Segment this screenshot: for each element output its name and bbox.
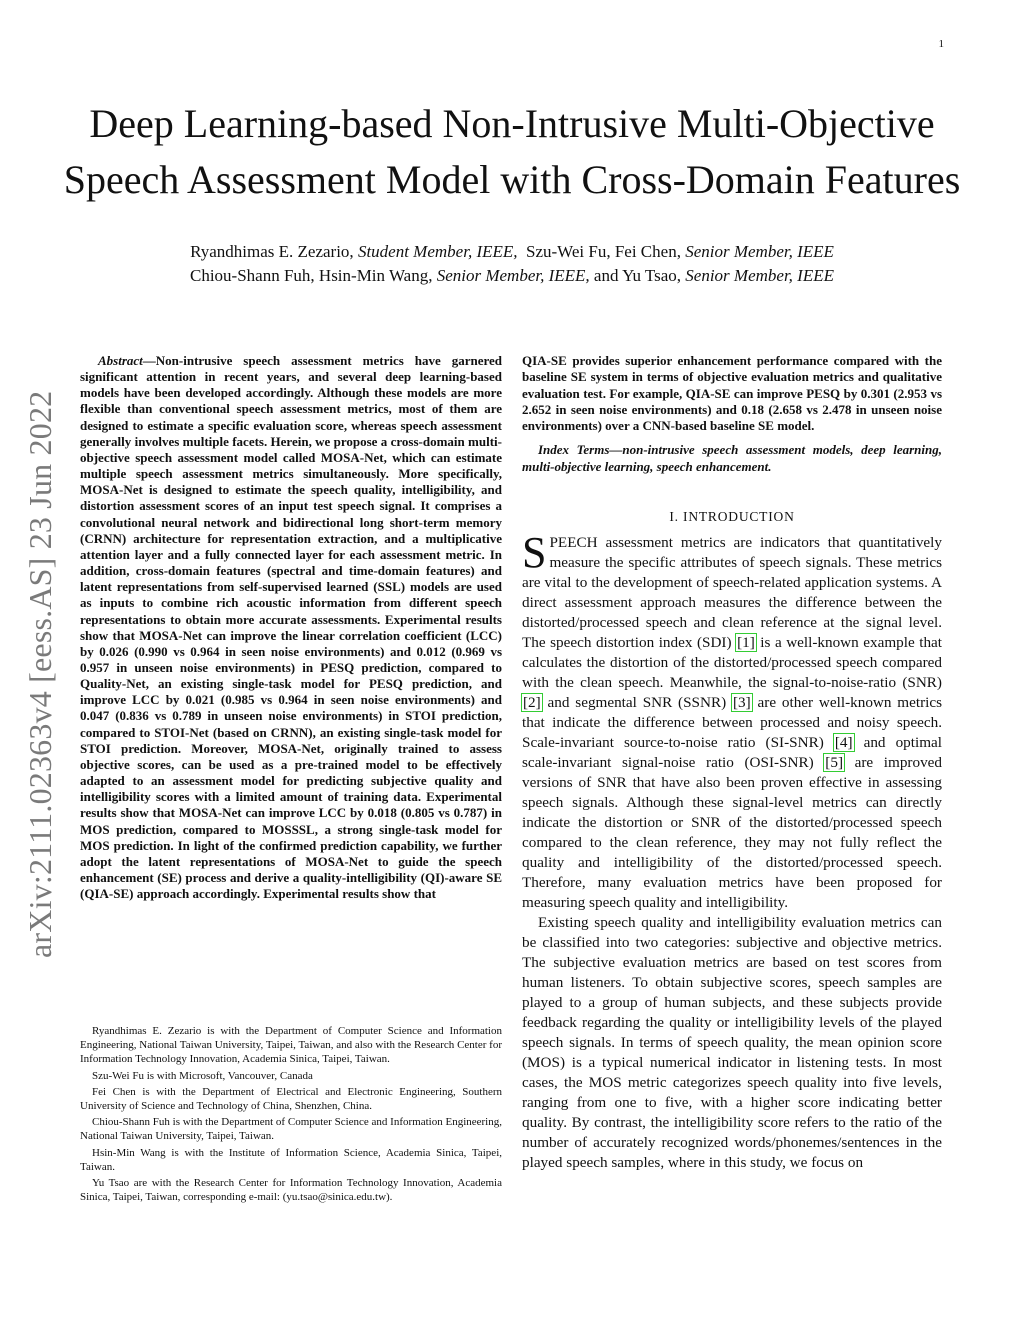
footnote: Yu Tsao are with the Research Center for Information Technology Innovation, Academia Sinica, Taipei, Taiwan, corresponding e-mail: (yu.tsao@sinica.edu.tw).	[80, 1177, 502, 1204]
text-run: are other well-known metrics that indicate the difference between processed and noisy speech. Scale-invariant source-to-noise ratio (SI-SNR)	[522, 694, 943, 752]
text-run: and segmental SNR (SSNR)	[541, 694, 732, 712]
section-heading	[522, 509, 942, 525]
arxiv-identifier[interactable]: arXiv:2111.02363v4 [eess.AS] 23 Jun 2022	[22, 390, 58, 958]
page-number: 1	[938, 38, 944, 50]
citation-link[interactable]: [1]	[737, 634, 755, 652]
citation-link[interactable]: [4]	[834, 734, 853, 752]
right-column	[522, 353, 942, 1173]
author-affiliation: Student Member, IEEE,	[357, 242, 518, 261]
footnote: Ryandhimas E. Zezario is with the Department of Computer Science and Information Engineering, National Taiwan University, Taipei, Taiwan, and also with the Research Center for Information Technology Innovation, Academia Sinica, Taipei, Taiwan.	[80, 1025, 502, 1066]
footnote: Fei Chen is with the Department of Electrical and Electronic Engineering, Southern University of Science and Technology of China, Shenzhen, China.	[80, 1085, 502, 1113]
arxiv-stamp	[8, 350, 80, 970]
abstract	[80, 353, 502, 902]
author-affiliation: Senior Member, IEEE	[685, 266, 834, 285]
paper-title: Deep Learning-based Non-Intrusive Multi-Objective Speech Assessment Model with Cross-Domain Features	[63, 101, 961, 202]
footnote: Chiou-Shann Fuh is with the Department of Computer Science and Information Engineering, National Taiwan University, Taipei, Taiwan.	[80, 1116, 502, 1143]
author-line-2	[60, 264, 964, 288]
section-numeral: I.	[669, 509, 679, 525]
abstract-label: Abstract	[98, 353, 143, 368]
author-name: Ryandhimas E. Zezario,	[190, 242, 354, 261]
text-run: is a well-known example that calculates the distortion of the distorted/processed speech compared with the clean speech. Meanwhile, the signal-to-noise-ratio (SNR)	[522, 634, 942, 692]
author-name: Chiou-Shann Fuh, Hsin-Min Wang,	[189, 266, 433, 285]
abstract-text: —Non-intrusive speech assessment metrics have garnered significant attention in recent years, and several deep learning-based models have been developed accordingly. Although these models are more flexible than conventional speech assessment metrics, most of them are designed to estimate a specific evaluation score, whereas speech assessment generally involves multiple facets. Herein, we propose a cross-domain multi-objective speech assessment model called MOSA-Net, which can estimate multiple speech assessment metrics simultaneously. More specifically, MOSA-Net is designed to estimate the speech quality, intelligibility, and distortion assessment scores of an input test speech signal. It comprises a convolutional neural network and bidirectional long short-term memory (CRNN) architecture for representation extraction, and a multiplicative attention layer and a fully connected layer for each assessment metric. In addition, cross-domain features (spectral and time-domain features) and latent representations from self-supervised learned (SSL) models are used as inputs to combine rich acoustic information from different speech representations to obtain more accurate assessments. Experimental results show that MOSA-Net can improve the linear correlation coefficient (LCC) by 0.026 (0.990 vs 0.964 in seen noise environments) and 0.012 (0.969 vs 0.957 in unseen noise environments) in PESQ prediction, compared to Quality-Net, an existing single-task model for PESQ prediction, and improve LCC by 0.021 (0.985 vs 0.964 in seen noise environments) and 0.047 (0.836 vs 0.789 in unseen noise environments) in STOI prediction, compared to STOI-Net (based on CRNN), an existing single-task model for STOI prediction. Moreover, MOSA-Net, originally trained to assess objective scores, can be used as a pre-trained model to be effectively adapted to an assessment model for predicting subjective quality and intelligibility scores with a limited amount of training data. Experimental results show that MOSA-Net can improve LCC by 0.018 (0.805 vs 0.787) in MOS prediction, compared to MOSSSL, a strong single-task model for MOS prediction. In light of the confirmed prediction capability, we further adopt the latent representations of MOSA-Net to guide the speech enhancement (SE) process and derive a quality-intelligibility (QI)-aware SE (QIA-SE) approach accordingly. Experimental results show that	[80, 353, 502, 902]
author-affiliation: Senior Member, IEEE	[685, 242, 834, 261]
author-line-1	[60, 240, 964, 264]
footnote: Szu-Wei Fu is with Microsoft, Vancouver, Canada	[92, 1069, 313, 1082]
citation-link[interactable]: [2]	[523, 694, 541, 712]
author-name: and Yu Tsao,	[593, 266, 682, 285]
text-run: PEECH assessment metrics are indicators that quantitatively measure the specific attributes of speech signals. These metrics are vital to the development of speech-related application systems. A direct assessment approach measures the difference between the distorted/processed speech and clean reference at the signal level. The speech distortion index (SDI)	[522, 534, 942, 652]
author-footnotes	[80, 1024, 502, 1206]
text-run: and optimal scale-invariant signal-noise ratio (OSI-SNR)	[522, 734, 942, 772]
citation-link[interactable]: [5]	[825, 754, 844, 772]
drop-cap: S	[522, 528, 547, 578]
left-column	[80, 353, 502, 902]
intro-paragraph-1	[522, 528, 943, 913]
citation-link[interactable]: [3]	[733, 694, 751, 712]
index-terms: Index Terms—non-intrusive speech assessment models, deep learning, multi-objective learning, speech enhancement.	[522, 442, 942, 474]
author-name: Szu-Wei Fu, Fei Chen,	[526, 242, 681, 261]
author-affiliation: Senior Member, IEEE,	[436, 266, 590, 285]
text-run: are improved versions of SNR that have also been proven effective in assessing speech signals. Although these signal-level metrics can directly indicate the distortion or SNR of the distorted/processed speech compared to the clean reference, they may not fully reflect the quality and intelligibility of the distorted/processed speech. Therefore, many evaluation metrics have been proposed for measuring speech quality and intelligibility.	[522, 754, 943, 912]
abstract-continued: QIA-SE provides superior enhancement performance compared with the baseline SE system in terms of objective evaluation metrics and qualitative evaluation test. For example, QIA-SE can improve PESQ by 0.301 (2.953 vs 2.652 in seen noise environments) and 0.18 (2.658 vs 2.478 in unseen noise environments) over a CNN-based baseline SE model.	[522, 353, 942, 434]
author-list	[60, 240, 964, 288]
footnote: Hsin-Min Wang is with the Institute of Information Science, Academia Sinica, Taipei, Taiwan.	[80, 1146, 502, 1173]
intro-paragraph-2: Existing speech quality and intelligibility evaluation metrics can be classified into two categories: subjective and objective metrics. The subjective evaluation metrics are based on test scores from human listeners. To obtain subjective scores, speech samples are played to a group of human subjects, and these subjects provide feedback regarding the quality or intelligibility levels of the played speech signals. In terms of speech quality, the mean opinion score (MOS) is a typical numerical indicator in listening tests. In most cases, the MOS metric categorizes speech quality into five levels, ranging from one to five, with a higher score indicating better quality. By contrast, the intelligibility score refers to the ratio of the number of accurately recognized words/phonemes/sentences in the played speech samples, where in this study, we focus on	[522, 914, 942, 1172]
section-title: INTRODUCTION	[683, 509, 795, 525]
